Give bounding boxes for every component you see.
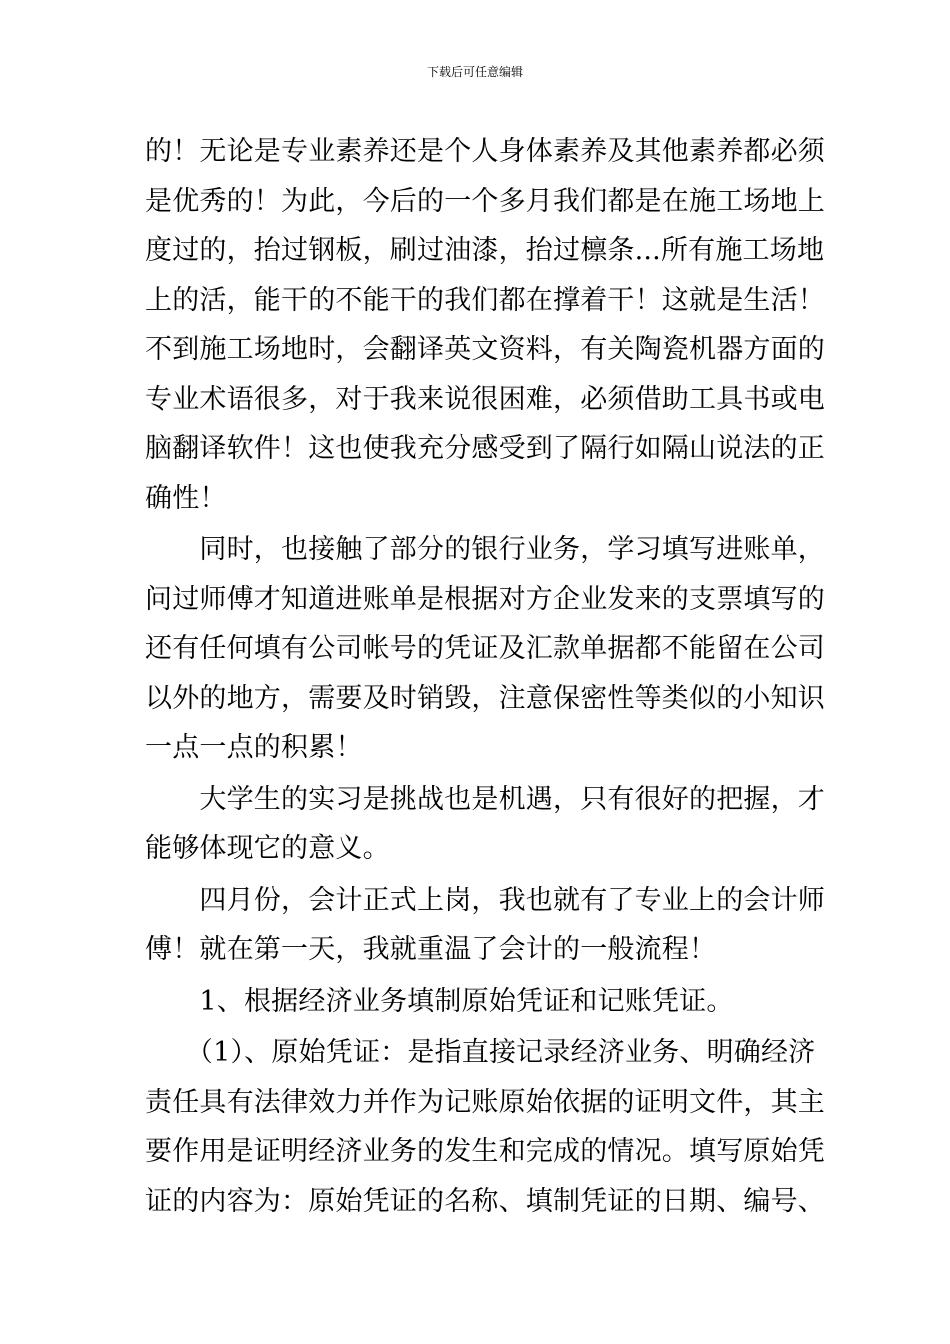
page-header: 下载后可任意编辑 — [426, 65, 523, 79]
paragraph-line: 要作用是证明经济业务的发生和完成的情况。填写原始凭 — [145, 1136, 825, 1167]
paragraph-line: 四月份，会计正式上岗，我也就有了专业上的会计师 — [145, 884, 825, 916]
paragraph-line: 确性！ — [145, 482, 227, 514]
paragraph-line: 是优秀的！为此，今后的一个多月我们都是在施工场地上 — [145, 185, 825, 217]
paragraph-line: 度过的，抬过钢板，刷过油漆，抬过檩条...所有施工场地 — [145, 235, 825, 266]
paragraph-line: 大学生的实习是挑战也是机遇，只有很好的把握，才 — [145, 783, 825, 815]
paragraph-line: 同时，也接触了部分的银行业务，学习填写进账单， — [145, 534, 825, 565]
paragraph-line: 能够体现它的意义。 — [145, 833, 390, 864]
paragraph-line: 傅！就在第一天，我就重温了会计的一般流程！ — [145, 934, 717, 965]
paragraph-line: 还有任何填有公司帐号的凭证及汇款单据都不能留在公司 — [145, 633, 825, 664]
document-body — [145, 127, 825, 1226]
paragraph-line: 问过师傅才知道进账单是根据对方企业发来的支票填写的 — [145, 583, 825, 615]
paragraph-line: 专业术语很多，对于我来说很困难，必须借助工具书或电 — [145, 383, 825, 415]
paragraph-line: 责任具有法律效力并作为记账原始依据的证明文件，其主 — [145, 1086, 825, 1118]
paragraph-line: 1、根据经济业务填制原始凭证和记账凭证。 — [145, 985, 734, 1017]
paragraph-line: 以外的地方，需要及时销毁，注意保密性等类似的小知识 — [145, 682, 825, 714]
paragraph-line: 证的内容为：原始凭证的名称、填制凭证的日期、编号、 — [145, 1185, 825, 1217]
paragraph-line: 上的活，能干的不能干的我们都在撑着干！这就是生活！ — [145, 284, 825, 316]
paragraph-line: 的！无论是专业素养还是个人身体素养及其他素养都必须 — [145, 136, 825, 167]
paragraph-line: 脑翻译软件！这也使我充分感受到了隔行如隔山说法的正 — [145, 433, 825, 464]
paragraph-line: 不到施工场地时，会翻译英文资料，有关陶瓷机器方面的 — [145, 334, 825, 365]
paragraph-line: （1）、原始凭证：是指直接记录经济业务、明确经济 — [145, 1037, 816, 1068]
paragraph-line: 一点一点的积累！ — [145, 732, 363, 763]
